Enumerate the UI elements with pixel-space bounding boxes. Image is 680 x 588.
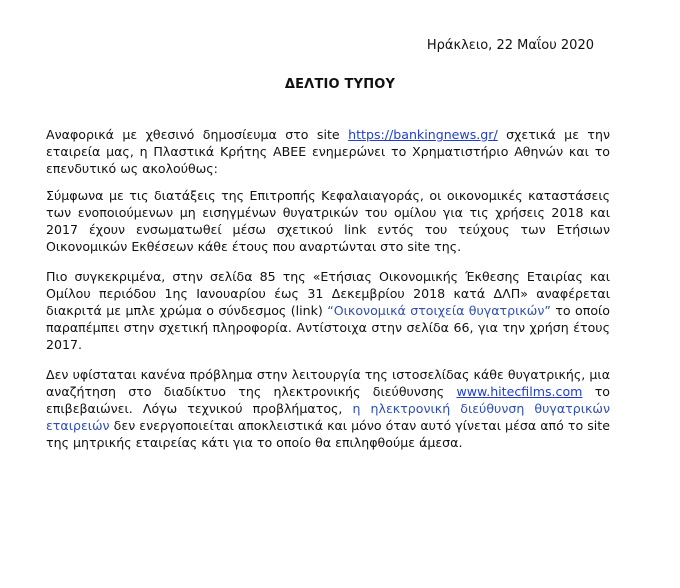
subsidiaries-address-highlight: η ηλεκτρονική διεύθυνση θυγατρικών εταιρειών xyxy=(46,401,610,433)
paragraph-website-status xyxy=(46,366,610,451)
paragraph-regulations: Σύμφωνα με τις διατάξεις της Επιτροπής Κεφαλαιαγοράς, οι οικονομικές καταστάσεις των ενοποιούμενων μη εισηγμένων θυγατρικών του ομίλου για τις χρήσεις 2018 και 2017 έχουν ενσωματωθεί μέσω σχετικού link εντός του τεύχους των Ετήσιων Οικονομικών Εκθέσεων κάθε έτους που αναρτώνται στο site της. xyxy=(46,188,610,254)
bankingnews-link[interactable]: https://bankingnews.gr/ xyxy=(348,127,498,142)
paragraph-text: το επιβεβαιώνει. Λόγω τεχνικού προβλήματος, xyxy=(46,384,610,416)
paragraph-introduction xyxy=(46,126,610,177)
press-release-title: ΔΕΛΤΙΟ ΤΥΠΟΥ xyxy=(284,77,396,92)
paragraph-text: Αναφορικά με χθεσινό δημοσίευμα στο site xyxy=(46,127,349,142)
release-date: Ηράκλειο, 22 Μαΐου 2020 xyxy=(426,38,594,53)
paragraph-text: Δεν υφίσταται κανένα πρόβλημα στην λειτουργία της ιστοσελίδας κάθε θυγατρικής, μια αναζήτηση στο διαδίκτυο της ηλεκτρονικής διεύθυνσης xyxy=(46,367,610,399)
document-body xyxy=(46,126,610,461)
paragraph-text: Πιο συγκεκριμένα, στην σελίδα 85 της «Ετήσιας Οικονομικής Έκθεσης Εταιρίας και Ομίλου περιόδου 1ης Ιανουαρίου έως 31 Δεκεμβρίου 2018 κατά ΔΛΠ» αναφέρεται διακριτά με μπλε χρώμα ο σύνδεσμος (link) xyxy=(46,269,610,318)
paragraph-text: σχετικά με την εταιρεία μας, η Πλαστικά Κρήτης ΑΒΕΕ ενημερώνει το Χρηματιστήριο Αθηνών και το επενδυτικό ως ακολούθως: xyxy=(46,127,611,176)
paragraph-text: το οποίο παραπέμπει στην σχετική πληροφορία. Αντίστοιχα στην σελίδα 66, για την χρήση έτους 2017. xyxy=(46,303,610,352)
subsidiaries-financials-link-text: “Οικονομικά στοιχεία θυγατρικών” xyxy=(327,303,551,318)
hitecfilms-link[interactable]: www.hitecfilms.com xyxy=(456,384,583,399)
paragraph-text: δεν ενεργοποιείται αποκλειστικά και μόνο όταν αυτό γίνεται μέσα από το site της μητρικής εταιρείας κάτι για το οποίο θα επιληφθούμε άμεσα. xyxy=(46,418,610,450)
paragraph-annual-report xyxy=(46,268,610,353)
